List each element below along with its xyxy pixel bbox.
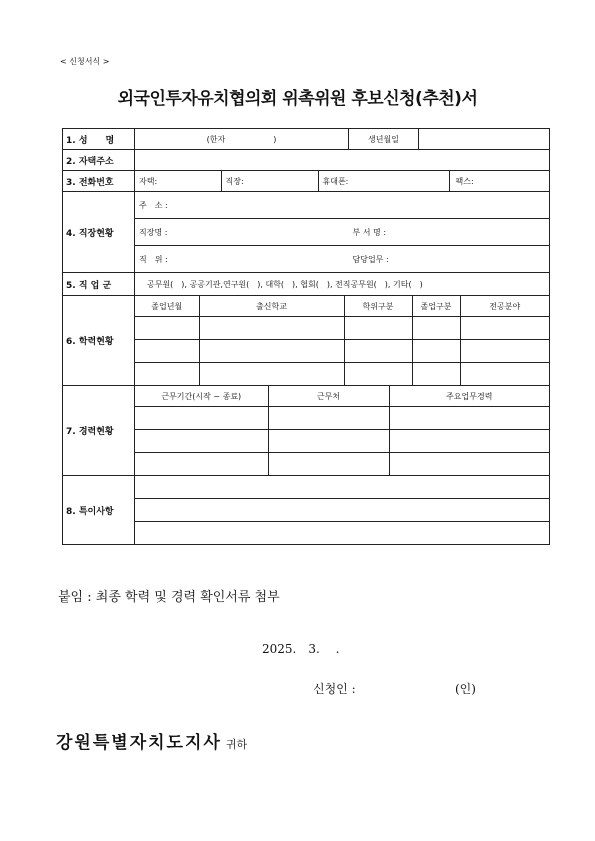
special-table [135,476,549,544]
career-header-duties: 주요업무경력 [389,386,549,407]
edu-header-status: 졸업구분 [412,296,460,317]
edu-cell[interactable] [344,317,412,340]
special-line[interactable] [135,522,549,545]
name-row [63,129,550,150]
career-cell[interactable] [389,430,549,453]
edu-header-school: 출신학교 [199,296,344,317]
work-name-field[interactable]: 직장명 : [135,219,349,246]
work-duty-field[interactable]: 담당업무 : [349,246,550,273]
edu-header-date: 졸업년월 [135,296,199,317]
table-row [135,453,549,476]
recipient-suffix: 귀하 [225,738,248,751]
special-label: 8. 특이사항 [63,476,135,545]
table-row [135,407,549,430]
workplace-row-1 [63,192,550,219]
edu-cell[interactable] [412,363,460,386]
career-cell[interactable] [135,453,268,476]
name-label: 1. 성 명 [63,129,135,150]
work-position-field[interactable]: 직 위 : [135,246,349,273]
career-cell[interactable] [268,430,389,453]
job-row [63,273,550,296]
edu-cell[interactable] [344,363,412,386]
edu-cell[interactable] [199,317,344,340]
birth-label: 생년월일 [349,129,419,150]
phone-work-field[interactable]: 직장: [221,171,318,191]
career-cell[interactable] [268,407,389,430]
address-field[interactable] [135,150,550,171]
address-label: 2. 자택주소 [63,150,135,171]
special-section [63,476,550,545]
career-cell[interactable] [135,407,268,430]
edu-header-degree: 학위구분 [344,296,412,317]
edu-cell[interactable] [460,340,549,363]
address-row [63,150,550,171]
table-row [135,340,549,363]
education-table [135,296,549,385]
edu-cell[interactable] [135,363,199,386]
job-options[interactable]: 공무원( ), 공공기관,연구원( ), 대학( ), 협회( ), 전직공무원( ), 기타( ) [135,273,550,296]
work-dept-field[interactable]: 부 서 명 : [349,219,550,246]
phone-fax-field[interactable]: 팩스: [455,176,474,186]
career-cell[interactable] [389,453,549,476]
edu-cell[interactable] [135,340,199,363]
recipient-name: 강원특별자치도지사 [56,733,222,753]
career-header-workplace: 근무처 [268,386,389,407]
career-section [63,386,550,476]
edu-cell[interactable] [199,340,344,363]
work-address-field[interactable]: 주 소 : [135,192,550,219]
job-label: 5. 직 업 군 [63,273,135,296]
edu-cell[interactable] [135,317,199,340]
table-row [135,317,549,340]
phone-row [63,171,550,192]
workplace-label: 4. 직장현황 [63,192,135,273]
form-type-label: < 신청서식 > [60,57,110,66]
page-title: 외국인투자유치협의회 위촉위원 후보신청(추천)서 [117,89,478,109]
phone-label: 3. 전화번호 [63,171,135,192]
attachment-note: 붙임 : 최종 학력 및 경력 확인서류 첨부 [58,590,280,605]
phone-mobile-field[interactable]: 휴대폰: [318,171,449,191]
hanja-field[interactable]: (한자 ) [135,129,349,150]
workplace-row-2 [63,219,550,246]
application-date: 2025. 3. . [262,642,340,656]
edu-cell[interactable] [460,363,549,386]
phone-fields [135,171,549,191]
career-cell[interactable] [268,453,389,476]
special-line[interactable] [135,499,549,522]
education-label: 6. 학력현황 [63,296,135,386]
recipient [56,728,247,753]
career-table [135,386,549,475]
special-line[interactable] [135,476,549,499]
birth-field[interactable] [419,129,550,150]
career-cell[interactable] [389,407,549,430]
career-header-period: 근무기간(시작 ~ 종료) [135,386,268,407]
seal-label: (인) [455,682,476,696]
table-row [135,363,549,386]
career-cell[interactable] [135,430,268,453]
application-form-table [62,128,550,545]
education-section [63,296,550,386]
edu-cell[interactable] [412,317,460,340]
edu-cell[interactable] [199,363,344,386]
edu-header-major: 전공분야 [460,296,549,317]
career-label: 7. 경력현황 [63,386,135,476]
edu-cell[interactable] [344,340,412,363]
table-row [135,430,549,453]
edu-cell[interactable] [460,317,549,340]
edu-cell[interactable] [412,340,460,363]
workplace-row-3 [63,246,550,273]
phone-home-field[interactable]: 자택: [135,171,221,191]
applicant-label: 신청인 : [313,682,356,696]
